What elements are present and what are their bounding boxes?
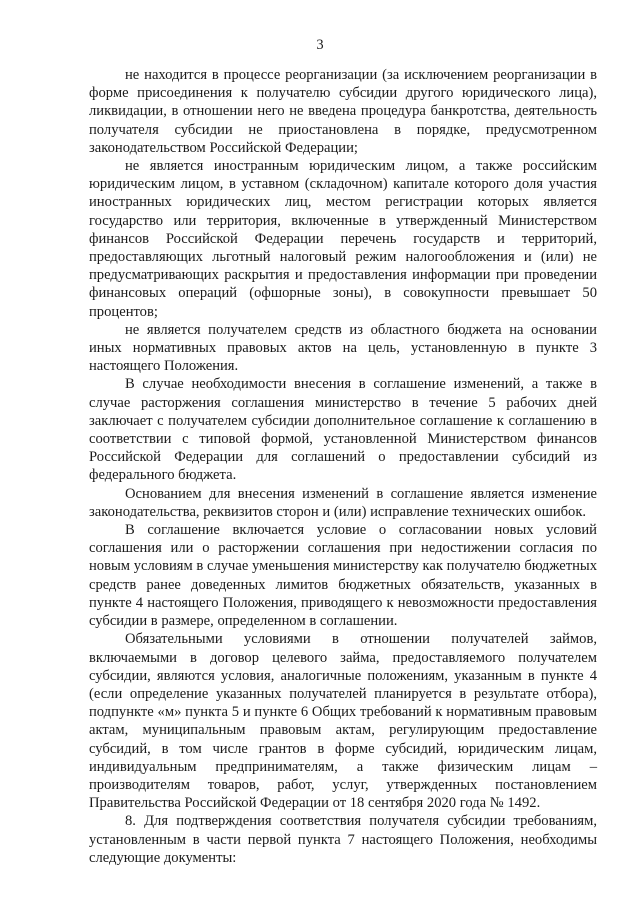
paragraph-amendment-grounds: Основанием для внесения изменений в соглашение является изменение законодательства, реквизитов сторон и (или) исправление технических ошибок. [89,485,597,520]
page-number: 3 [316,37,324,53]
paragraph-regional-budget-condition: не является получателем средств из областного бюджета на основании иных нормативных правовых актов на цель, установленную в пункте 3 настоящего Положения. [89,321,597,375]
paragraph-loan-recipient-conditions: Обязательными условиями в отношении получателей займов, включаемыми в договор целевого займа, предоставляемого получателем субсидии, являются условия, аналогичные положениям, указанным в пункте 4 (если определение указанных получателей планируется в результате отбора), подпункте «м» пункта 5 и пункте 6 Общих требований к нормативным правовым актам, муниципальным правовым актам, регулирующим предоставление субсидий, в том числе грантов в форме субсидий, юридическим лицам, индивидуальным предпринимателям, а также физическим лицам – производителям товаров, работ, услуг, утвержденных постановлением Правительства Российской Федерации от 18 сентября 2020 года № 1492. [89,631,597,812]
document-body [89,66,597,867]
paragraph-reorganization-condition: не находится в процессе реорганизации (за исключением реорганизации в форме присоединения к получателю субсидии другого юридического лица), ликвидации, в отношении него не введена процедура банкротства, деятельность получателя субсидии не приостановлена в порядке, предусмотренном законодательством Российской Федерации; [89,67,597,156]
paragraph-required-documents: 8. Для подтверждения соответствия получателя субсидии требованиям, установленным в части первой пункта 7 настоящего Положения, необходимы следующие документы: [89,813,597,866]
paragraph-agreement-amendments: В случае необходимости внесения в соглашение изменений, а также в случае расторжения соглашения министерство в течение 5 рабочих дней заключает с получателем субсидии дополнительное соглашение к соглашению в соответствии с типовой формой, установленной Министерством финансов Российской Федерации для соглашений о предоставлении субсидий из федерального бюджета. [89,376,597,484]
paragraph-agreement-conditions: В соглашение включается условие о согласовании новых условий соглашения или о расторжении соглашения при недостижении согласия по новым условиям в случае уменьшения министерству как получателю бюджетных средств ранее доведенных лимитов бюджетных обязательств, указанных в пункте 4 настоящего Положения, приводящего к невозможности предоставления субсидии в размере, определенном в соглашении. [89,522,597,630]
paragraph-foreign-entity-condition: не является иностранным юридическим лицом, а также российским юридическим лицом, в уставном (складочном) капитале которого доля участия иностранных юридических лиц, местом регистрации которых является государство или территория, включенные в утвержденный Министерством финансов Российской Федерации перечень государств и территорий, предоставляющих льготный налоговый режим налогообложения и (или) не предусматривающих раскрытия и предоставления информации при проведении финансовых операций (офшорные зоны), в совокупности превышает 50 процентов; [89,158,597,320]
